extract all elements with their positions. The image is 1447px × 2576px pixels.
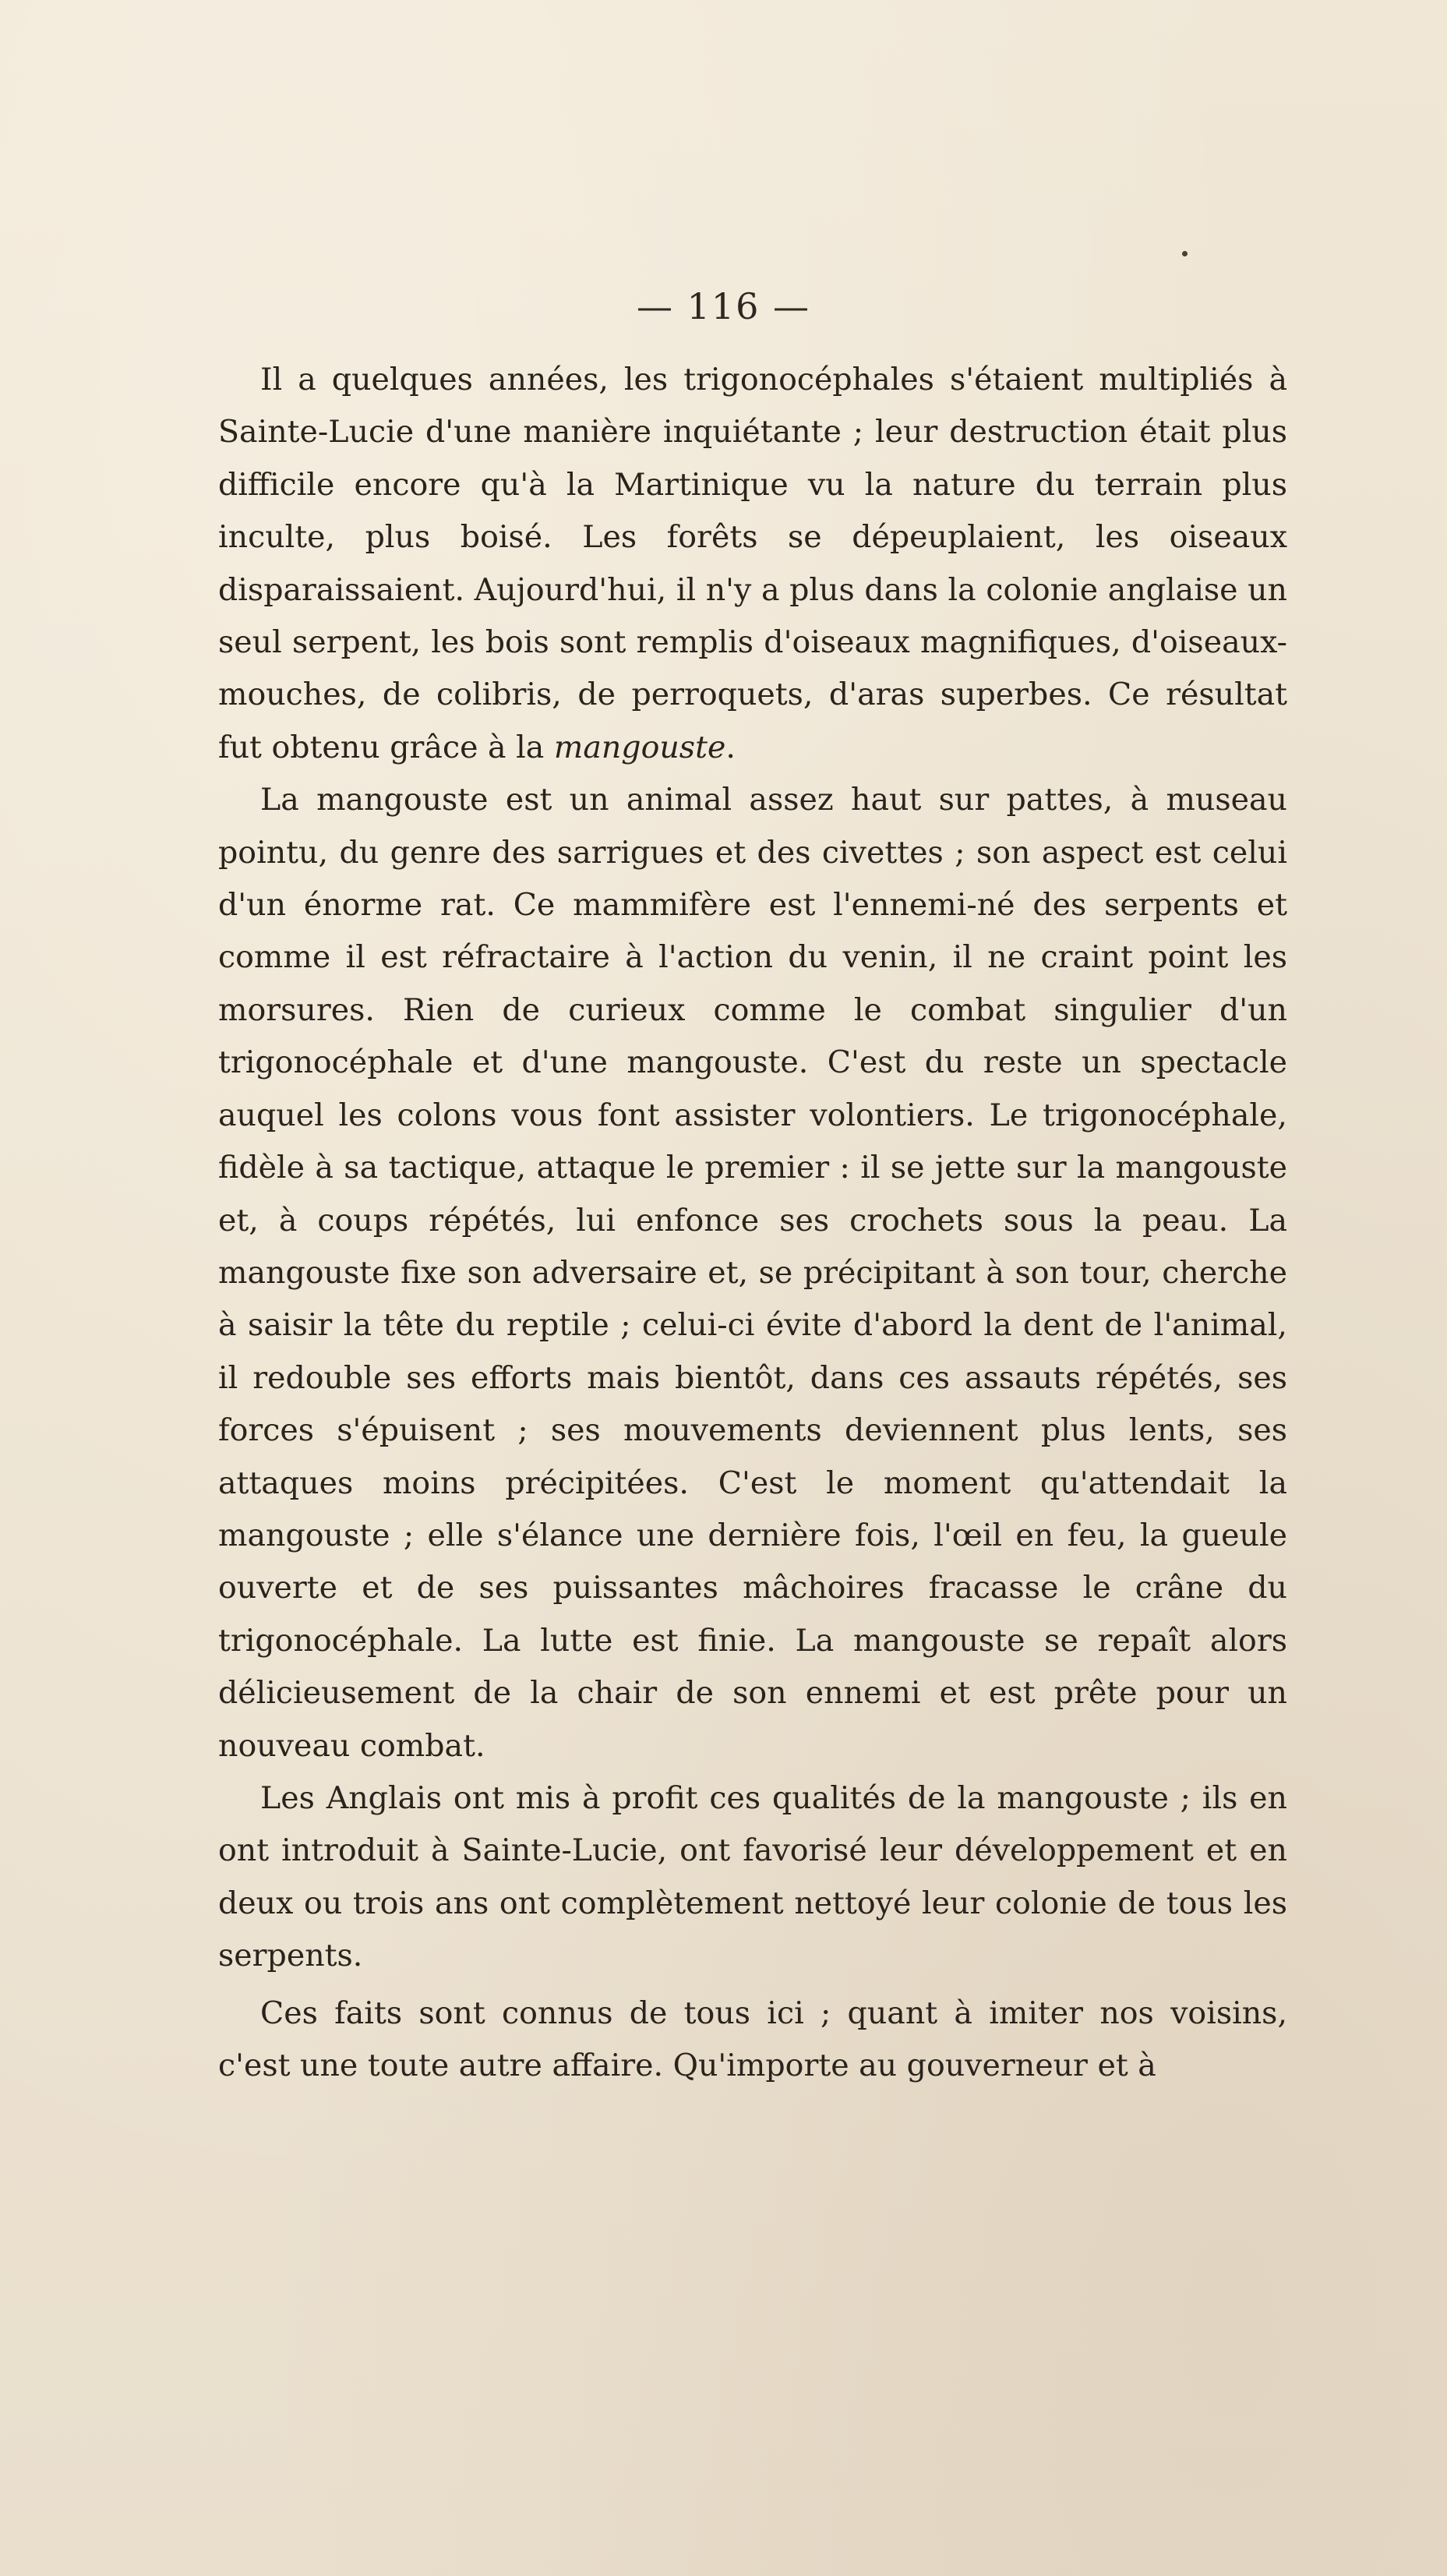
paragraph-4: Ces faits sont connus de tous ici ; quant à imiter nos voisins, c'est une toute autre affaire. Qu'importe au gouverneur et à — [218, 1995, 1287, 2083]
paragraph-1-text: Il a quelques années, les trigonocéphales s'étaient multipliés à Sainte-Lucie d'une manière inquiétante ; leur destruction était plus difficile encore qu'à la Martinique vu la nature du terrain plus inculte, plus boisé. Les forêts se dépeuplaient, les oiseaux disparaissaient. Aujourd'hui, il n'y a plus dans la colonie anglaise un seul serpent, les bois sont remplis d'oiseaux magnifiques, d'oiseaux-mouches, de colibris, de perroquets, d'aras superbes. Ce résultat fut obtenu grâce à la — [218, 362, 1287, 765]
paragraph-1-end: . — [725, 729, 736, 765]
ink-speck — [1182, 251, 1188, 256]
paragraph-1 — [218, 354, 1287, 774]
page-number: — 116 — — [636, 285, 811, 327]
paragraph-1-italic: mangouste — [553, 729, 726, 765]
body-text — [218, 354, 1287, 2092]
paragraph-2: La mangouste est un animal assez haut sur pattes, à museau pointu, du genre des sarrigues et des civettes ; son aspect est celui d'un énorme rat. Ce mammifère est l'ennemi-né des serpents et comme il est réfractaire à l'action du venin, il ne craint point les morsures. Rien de curieux comme le combat singulier d'un trigonocéphale et d'une mangouste. C'est du reste un spectacle auquel les colons vous font assister volontiers. Le trigonocéphale, fidèle à sa tactique, attaque le premier : il se jette sur la mangouste et, à coups répétés, lui enfonce ses crochets sous la peau. La mangouste fixe son adversaire et, se précipitant à son tour, cherche à saisir la tête du reptile ; celui-ci évite d'abord la dent de l'animal, il redouble ses efforts mais bientôt, dans ces assauts répétés, ses forces s'épuisent ; ses mouvements deviennent plus lents, ses attaques moins précipitées. C'est le moment qu'attendait la mangouste ; elle s'élance une dernière fois, l'œil en feu, la gueule ouverte et de ses puissantes mâchoires fracasse le crâne du trigonocéphale. La lutte est finie. La mangouste se repaît alors délicieusement de la chair de son ennemi et est prête pour un nouveau combat. — [218, 782, 1287, 1764]
paragraph-3: Les Anglais ont mis à profit ces qualités de la mangouste ; ils en ont introduit à Sainte-Lucie, ont favorisé leur développement et en deux ou trois ans ont complètement nettoyé leur colonie de tous les serpents. — [218, 1779, 1287, 1974]
